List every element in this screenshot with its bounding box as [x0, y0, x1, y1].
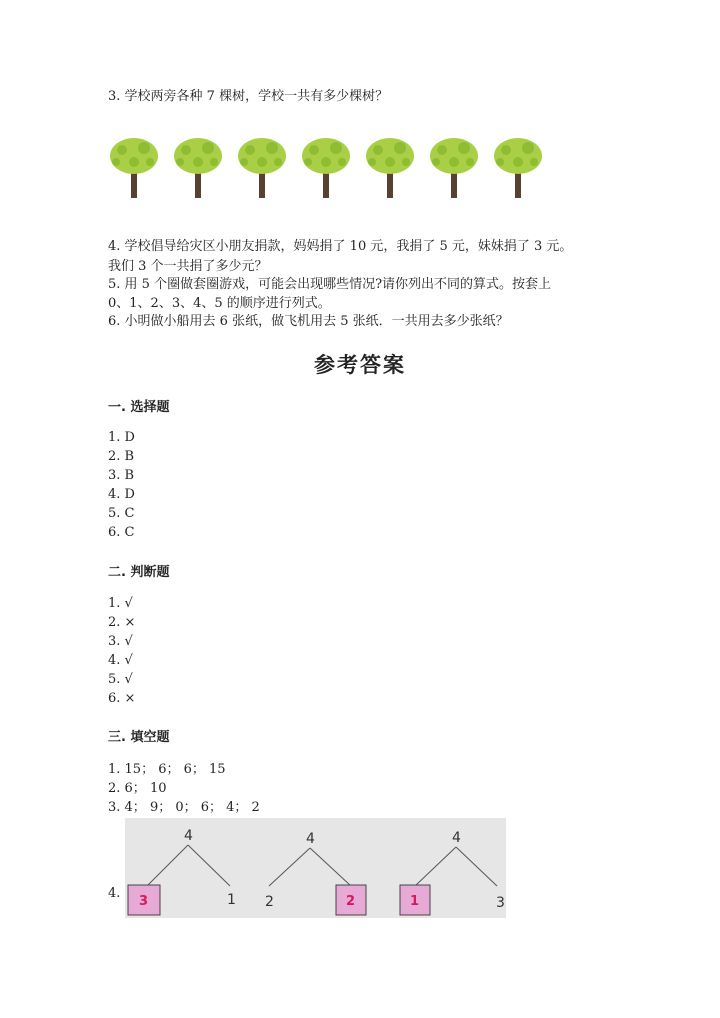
section-heading-fill-blank: 三. 填空题: [108, 730, 170, 745]
section-heading-judgement: 二. 判断题: [108, 565, 170, 580]
section-heading-choice: 一. 选择题: [108, 400, 170, 415]
answer-item: 2. ×: [108, 615, 136, 630]
answer-4-label: 4.: [108, 886, 121, 901]
answer-item: 1. D: [108, 430, 135, 445]
answer-item: 5. √: [108, 672, 133, 687]
bond-right-number: 1: [227, 892, 236, 908]
tree-icon: [172, 136, 224, 200]
answer-item: 3. B: [108, 468, 135, 483]
bond-top-number: 4: [452, 830, 461, 846]
problem-5-line1: 5. 用 5 个圈做套圈游戏，可能会出现哪些情况?请你列出不同的算式。按套上: [108, 277, 552, 292]
number-bond-diagram: [379, 818, 506, 918]
tree-illustration: [108, 136, 548, 200]
bond-left-number: 1: [410, 894, 420, 909]
answer-item: 3. √: [108, 634, 133, 649]
answer-item: 4. √: [108, 653, 133, 668]
number-bond-diagram: [125, 818, 252, 918]
answer-item: 1. 15； 6； 6； 15: [108, 762, 226, 777]
answer-item: 6. ×: [108, 691, 136, 706]
tree-icon: [108, 136, 160, 200]
tree-icon: [236, 136, 288, 200]
answer-item: 5. C: [108, 506, 135, 521]
problem-5-line2: 0、1、2、3、4、5 的顺序进行列式。: [108, 296, 331, 311]
answer-item: 3. 4； 9； 0； 6； 4； 2: [108, 800, 260, 815]
answer-item: 2. B: [108, 449, 135, 464]
answers-title: 参考答案: [314, 353, 406, 377]
bond-right-number: 2: [346, 894, 356, 909]
problem-4-line2: 我们 3 个一共捐了多少元？: [108, 259, 268, 274]
problem-4-line1: 4. 学校倡导给灾区小朋友捐款，妈妈捐了 10 元，我捐了 5 元，妹妹捐了 3 元。: [108, 239, 573, 254]
tree-icon: [364, 136, 416, 200]
problem-3: 3. 学校两旁各种 7 棵树，学校一共有多少棵树？: [108, 89, 389, 104]
answer-item: 4. D: [108, 487, 135, 502]
problem-6: 6. 小明做小船用去 6 张纸，做飞机用去 5 张纸．一共用去多少张纸？: [108, 314, 509, 329]
bond-left-number: 3: [139, 894, 149, 909]
answer-item: 6. C: [108, 525, 135, 540]
tree-icon: [492, 136, 544, 200]
bond-left-number: 2: [265, 894, 274, 910]
answer-item: 1. √: [108, 596, 133, 611]
answer-item: 2. 6； 10: [108, 781, 167, 796]
tree-icon: [428, 136, 480, 200]
bond-top-number: 4: [306, 831, 315, 847]
number-bond-diagram: [252, 818, 379, 918]
bond-right-number: 3: [496, 895, 505, 911]
bond-top-number: 4: [184, 828, 193, 844]
tree-icon: [300, 136, 352, 200]
answer-4-row: [108, 818, 508, 920]
